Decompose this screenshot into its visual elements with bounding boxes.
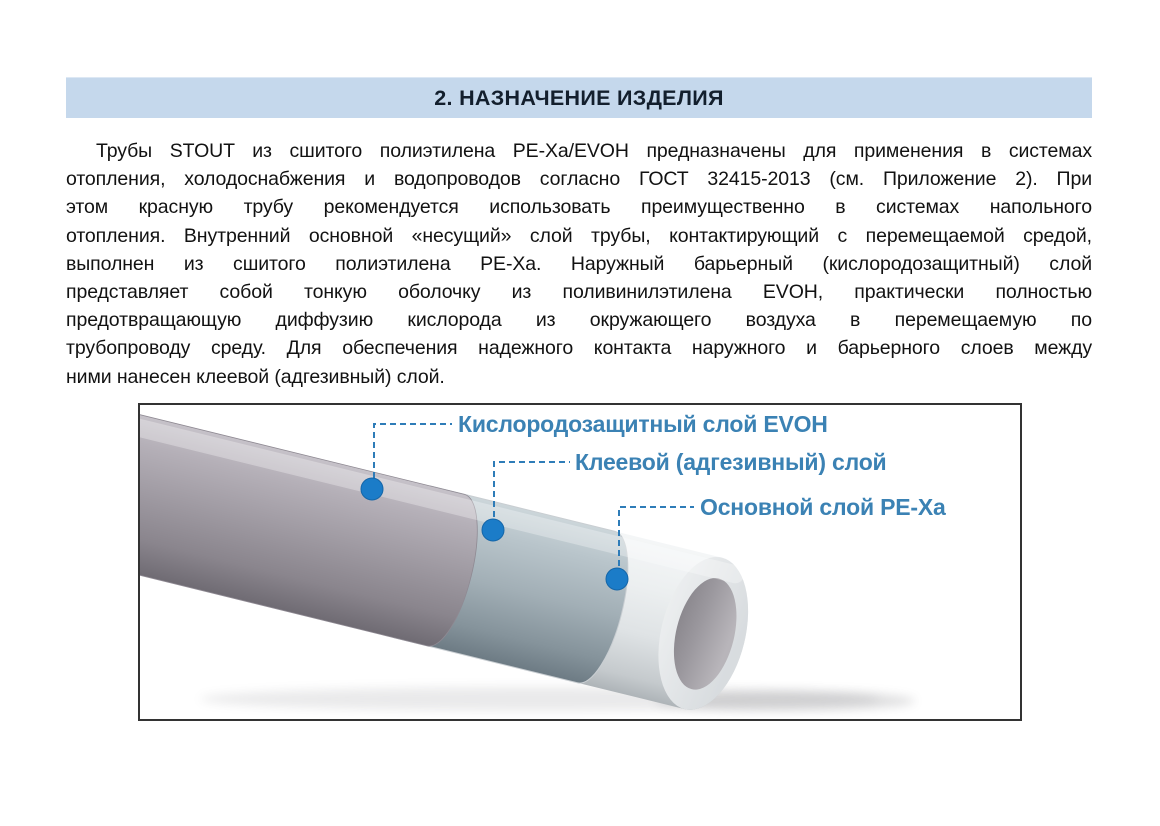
- paragraph-line: Трубы STOUT из сшитого полиэтилена PE-Xa/EVOH предназначены для применения в системах: [96, 140, 1092, 162]
- paragraph-line: ними нанесен клеевой (адгезивный) слой.: [66, 365, 445, 388]
- label-adhesive-layer: Клеевой (адгезивный) слой: [575, 449, 887, 475]
- paragraph-line: предотвращающую диффузию кислорода из окружающего воздуха в перемещаемую по: [66, 309, 1092, 332]
- paragraph-line: отопления. Внутренний основной «несущий» слой трубы, контактирующий с перемещаемой средой,: [66, 224, 1092, 247]
- paragraph-line: представляет собой тонкую оболочку из поливинилэтилена EVOH, практически полностью: [66, 280, 1092, 303]
- callout-line-evoh: [374, 424, 452, 478]
- paragraph-line: отопления, холодоснабжения и водопроводов согласно ГОСТ 32415-2013 (см. Приложение 2). При: [66, 168, 1092, 191]
- label-evoh-layer: Кислородозащитный слой EVOH: [458, 411, 828, 437]
- marker-dot-evoh: [361, 478, 383, 500]
- paragraph-line: выполнен из сшитого полиэтилена PE-Xa. Наружный барьерный (кислородозащитный) слой: [66, 252, 1092, 275]
- section-title: 2. НАЗНАЧЕНИЕ ИЗДЕЛИЯ: [434, 85, 724, 110]
- body-paragraph: [66, 137, 1092, 391]
- marker-dot-pexa: [606, 568, 628, 590]
- marker-dot-adhesive: [482, 519, 504, 541]
- section-header-bar: [66, 77, 1092, 118]
- pipe-figure: [138, 403, 1022, 721]
- paragraph-line: трубопроводу среду. Для обеспечения надежного контакта наружного и барьерного слоев между: [66, 337, 1092, 360]
- paragraph-line: этом красную трубу рекомендуется использовать преимущественно в системах напольного: [66, 196, 1092, 219]
- pipe-shadow: [200, 687, 915, 711]
- label-pexa-layer: Основной слой PE-Xa: [700, 494, 946, 520]
